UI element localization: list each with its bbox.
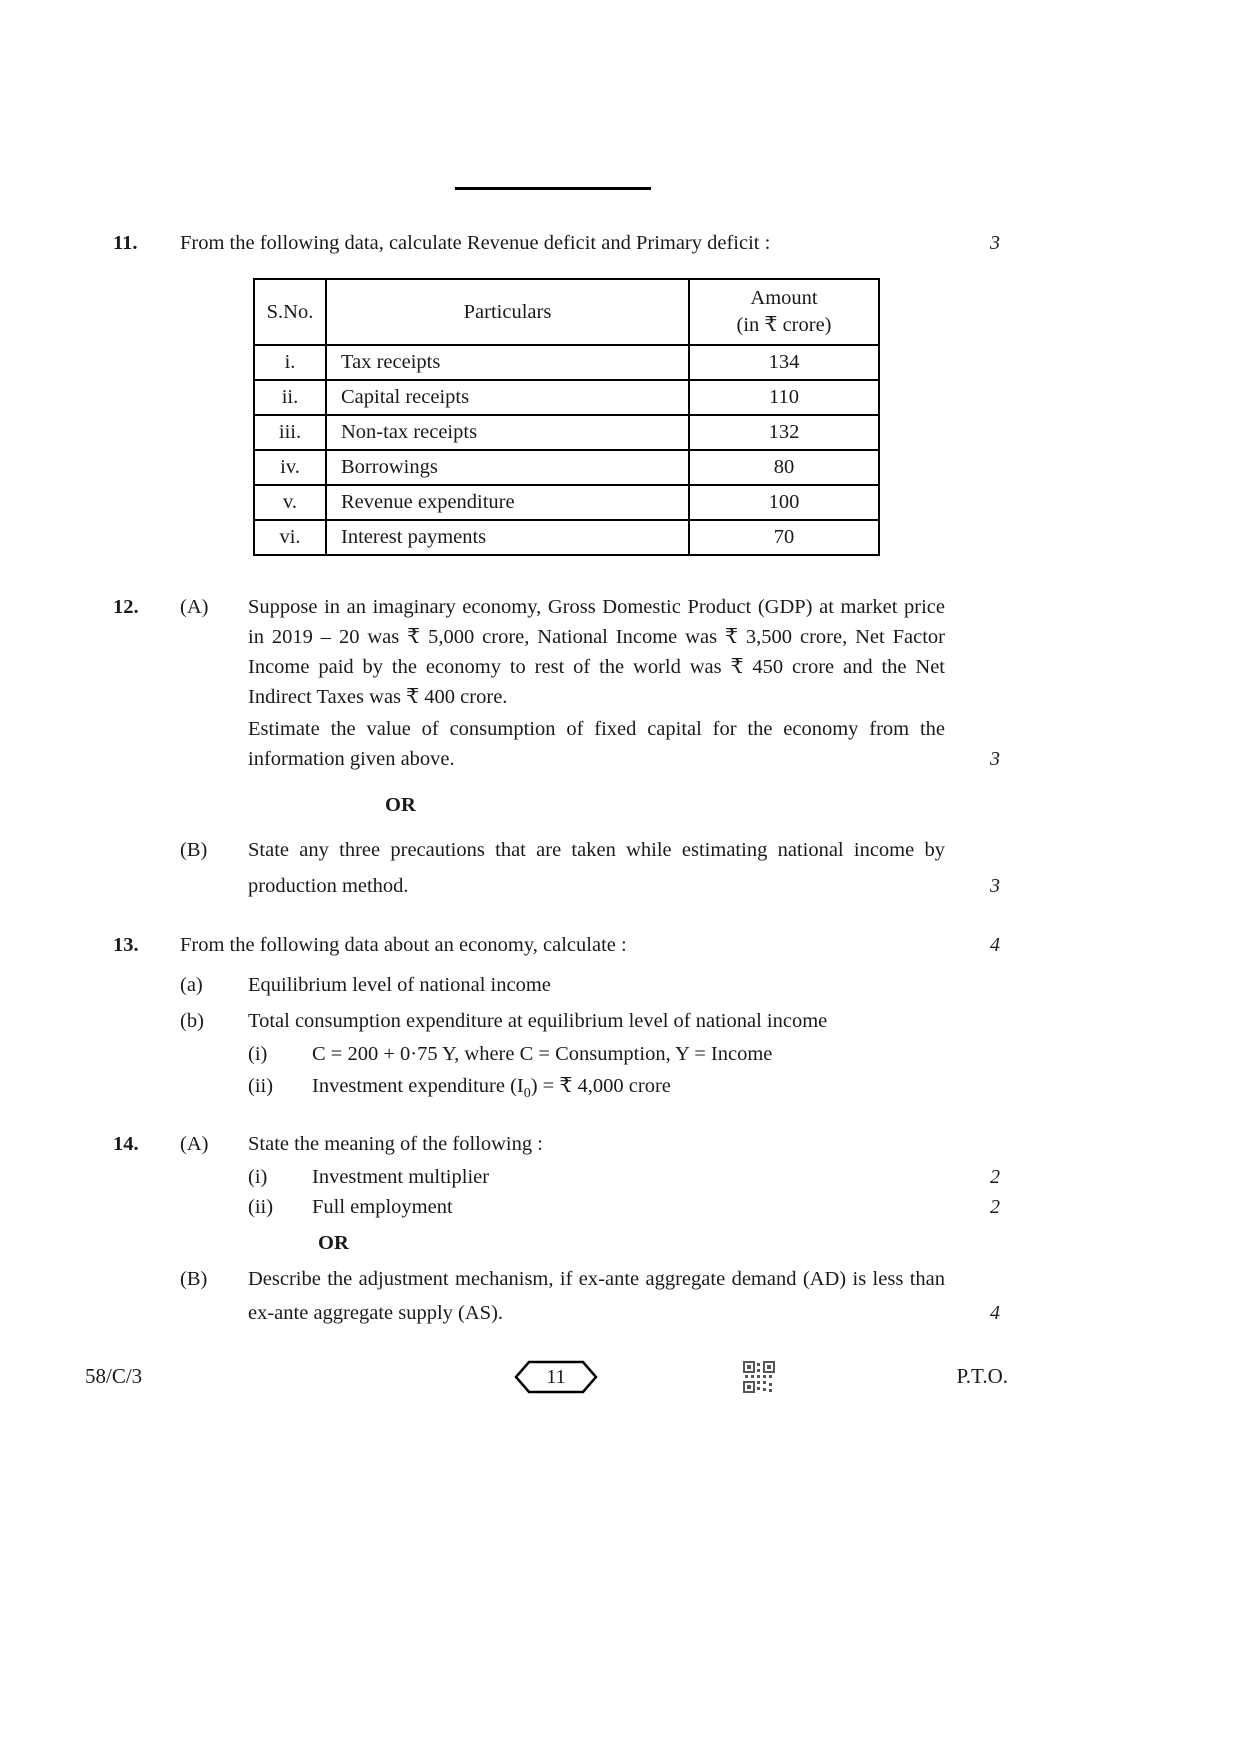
- item-ii-marks: 2: [990, 1196, 1000, 1219]
- question-14-or-row: [0, 1228, 1241, 1258]
- question-14-item-ii: [0, 1192, 1241, 1222]
- question-14b-marks: 4: [990, 1302, 1000, 1325]
- table-header-amount-line1: Amount: [750, 287, 818, 309]
- question-14b-label: (B): [180, 1268, 208, 1291]
- page-number: 11: [546, 1365, 566, 1388]
- item-i-label: (i): [248, 1166, 268, 1189]
- question-11: [0, 228, 1241, 258]
- item-a-text: Equilibrium level of national income: [248, 974, 551, 996]
- subscript-zero: 0: [523, 1086, 531, 1102]
- table-row: [254, 485, 879, 520]
- cell-sno: iii.: [254, 415, 326, 450]
- cell-amount: 110: [689, 380, 879, 415]
- cell-particulars: Borrowings: [326, 450, 689, 485]
- question-13-number: 13.: [113, 934, 139, 956]
- question-13-sub-item-i: [0, 1039, 1241, 1069]
- question-13: [0, 930, 1241, 960]
- question-14a-label: (A): [180, 1133, 209, 1156]
- question-14-number: 14.: [113, 1133, 139, 1156]
- cell-particulars: Capital receipts: [326, 380, 689, 415]
- sub-item-i-label: (i): [248, 1043, 268, 1065]
- question-12a-continued: [0, 714, 1241, 774]
- sub-item-ii-label: (ii): [248, 1075, 274, 1097]
- question-14a-text: State the meaning of the following :: [248, 1133, 543, 1156]
- table-row: [254, 415, 879, 450]
- table-header-sno: S.No.: [254, 279, 326, 345]
- table-header-row: [254, 279, 879, 345]
- question-11-number: 11.: [113, 232, 138, 254]
- question-11-text: From the following data, calculate Revenue deficit and Primary deficit :: [180, 232, 771, 254]
- cell-sno: iv.: [254, 450, 326, 485]
- item-a-label: (a): [180, 974, 203, 996]
- cell-sno: vi.: [254, 520, 326, 555]
- question-12a-marks: 3: [990, 748, 1000, 770]
- table-header-particulars: Particulars: [326, 279, 689, 345]
- item-i-text: Investment multiplier: [312, 1166, 490, 1189]
- table-row: [254, 520, 879, 555]
- table-header-amount: [689, 279, 879, 345]
- question-12a-paragraph-2: Estimate the value of consumption of fixed capital for the economy from the information given above.: [248, 718, 945, 770]
- paper-code: 58/C/3: [85, 1364, 143, 1388]
- question-12-number: 12.: [113, 596, 139, 618]
- question-12a-paragraph-1: Suppose in an imaginary economy, Gross Domestic Product (GDP) at market price in 2019 – 20 was ₹ 5,000 crore, National Income was ₹ 3,500 crore, Net Factor Income paid by the economy to rest of the world was ₹ 450 crore and the Net Indirect Taxes was ₹ 400 crore.: [248, 596, 945, 708]
- item-b-label: (b): [180, 1010, 204, 1032]
- question-12a-label: (A): [180, 596, 209, 618]
- or-separator: [248, 1228, 945, 1258]
- question-14-item-i: [0, 1162, 1241, 1192]
- table-row: [254, 345, 879, 380]
- cell-particulars: Non-tax receipts: [326, 415, 689, 450]
- cell-amount: 80: [689, 450, 879, 485]
- question-12b: [0, 832, 1241, 904]
- qr-code-icon: [743, 1361, 775, 1393]
- cell-amount: 134: [689, 345, 879, 380]
- table-row: [254, 450, 879, 485]
- or-separator: [248, 790, 945, 820]
- table-header-amount-line2: (in ₹ crore): [736, 314, 832, 336]
- question-13-item-b: [0, 1008, 1241, 1035]
- question-12-or-row: [0, 790, 1241, 820]
- cell-particulars: Tax receipts: [326, 345, 689, 380]
- pto-label: P.T.O.: [956, 1364, 1008, 1388]
- question-12b-marks: 3: [990, 875, 1000, 897]
- question-11-table: [253, 278, 880, 556]
- item-ii-label: (ii): [248, 1196, 274, 1219]
- item-i-marks: 2: [990, 1166, 1000, 1189]
- question-12a: [0, 592, 1241, 712]
- question-12b-text: State any three precautions that are taken while estimating national income by production method.: [248, 839, 945, 897]
- table-row: [254, 380, 879, 415]
- question-14b-text: Describe the adjustment mechanism, if ex-ante aggregate demand (AD) is less than ex-ante aggregate supply (AS).: [248, 1268, 945, 1325]
- question-12b-label: (B): [180, 839, 208, 861]
- or-label: OR: [318, 1232, 349, 1255]
- page-number-badge: [514, 1360, 598, 1394]
- question-14a: [0, 1129, 1241, 1159]
- item-b-text: Total consumption expenditure at equilibrium level of national income: [248, 1010, 828, 1032]
- cell-sno: v.: [254, 485, 326, 520]
- sub-item-ii-text: Investment expenditure $(I_0)$ = ₹ 4,000 crore: [312, 1075, 671, 1102]
- question-13-marks: 4: [990, 934, 1000, 956]
- question-13-item-a: [0, 970, 1241, 1000]
- cell-amount: 132: [689, 415, 879, 450]
- cell-sno: ii.: [254, 380, 326, 415]
- question-13-sub-item-ii: [0, 1071, 1241, 1109]
- or-label: OR: [385, 794, 416, 816]
- question-13-text: From the following data about an economy, calculate :: [180, 934, 627, 956]
- cell-particulars: Interest payments: [326, 520, 689, 555]
- sub-item-i-text: C = 200 + 0·75 Y, where C = Consumption, Y = Income: [312, 1043, 773, 1065]
- cell-amount: 70: [689, 520, 879, 555]
- cell-amount: 100: [689, 485, 879, 520]
- question-14b: [0, 1262, 1241, 1330]
- cell-particulars: Revenue expenditure: [326, 485, 689, 520]
- item-ii-text: Full employment: [312, 1196, 453, 1219]
- cell-sno: i.: [254, 345, 326, 380]
- page-footer: [0, 1360, 1241, 1400]
- question-11-marks: 3: [990, 232, 1000, 254]
